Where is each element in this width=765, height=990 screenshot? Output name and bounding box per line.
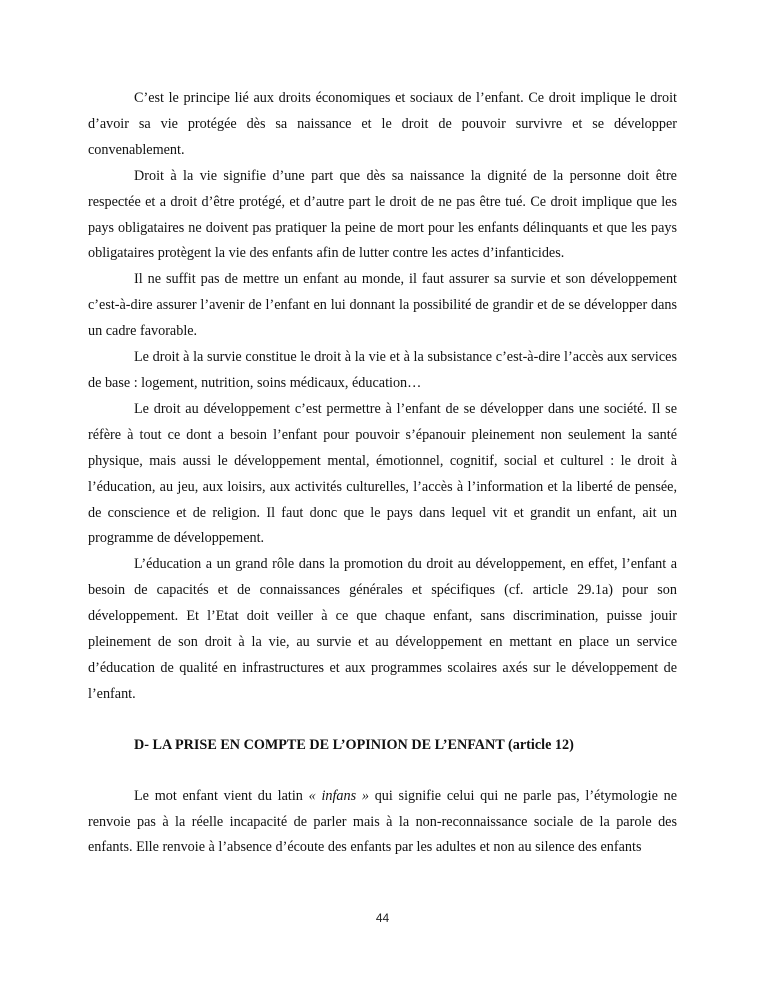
paragraph-right-to-survival: Le droit à la survie constitue le droit à la vie et à la subsistance c’est-à-dire l’accès aux services de base : logement, nutrition, soins médicaux, éducation… (88, 349, 677, 391)
paragraph-etymology (88, 784, 677, 862)
paragraph-education: L’éducation a un grand rôle dans la promotion du droit au développement, en effet, l’enfant a besoin de capacités et de connaissances générales et spécifiques (cf. article 29.1a) pour son développement. Et l’Etat doit veiller à ce que chaque enfant, sans discrimination, puisse jouir pleinement de son droit à la vie, au survie et au développement en mettant en place un service d’éducation de qualité en infrastructures et aux programmes scolaires axés sur le développement de l’enfant. (88, 556, 677, 702)
page-body (88, 86, 677, 861)
etymology-text-end: qui signifie celui qui ne parle pas, l’étymologie ne renvoie pas à la réelle incapacité de parler mais à la non-reconnaissance sociale de la parole des enfants. Elle renvoie à l’absence d’écoute des enfants par les adultes et non au silence des enfants (88, 787, 677, 856)
etymology-text-start: Le mot enfant vient du latin (134, 787, 309, 804)
paragraph-right-to-development: Le droit au développement c’est permettre à l’enfant de se développer dans une société. Il se réfère à tout ce dont a besoin l’enfant pour pouvoir s’épanouir pleinement non seulement la santé physique, mais aussi le développement mental, émotionnel, cognitif, social et culturel : le droit à l’éducation, au jeu, aux loisirs, aux activités culturelles, l’accès à l’information et la liberté de pensée, de conscience et de religion. Il faut donc que le pays dans lequel vit et grandit un enfant, ait un programme de développement. (88, 400, 677, 547)
paragraph-right-to-life: Droit à la vie signifie d’une part que dès sa naissance la dignité de la personne doit être respectée et a droit d’être protégé, et d’autre part le droit de ne pas être tué. Ce droit implique que les pays obligataires ne doivent pas pratiquer la peine de mort pour les enfants délinquants et que les pays obligataires protègent la vie des enfants afin de lutter contre les actes d’infanticides. (88, 167, 677, 262)
etymology-latin-term: « infans » (308, 787, 369, 804)
paragraph-survival-development: Il ne suffit pas de mettre un enfant au monde, il faut assurer sa survie et son développement c’est-à-dire assurer l’avenir de l’enfant en lui donnant la possibilité de grandir et de se développer dans un cadre favorable. (88, 271, 677, 340)
section-heading: D- LA PRISE EN COMPTE DE L’OPINION DE L’ENFANT (article 12) (134, 736, 574, 753)
page-number: 44 (375, 911, 390, 925)
paragraph-principle: C’est le principe lié aux droits économiques et sociaux de l’enfant. Ce droit implique le droit d’avoir sa vie protégée dès sa naissance et le droit de pouvoir survivre et se développer convenablement. (88, 90, 677, 158)
